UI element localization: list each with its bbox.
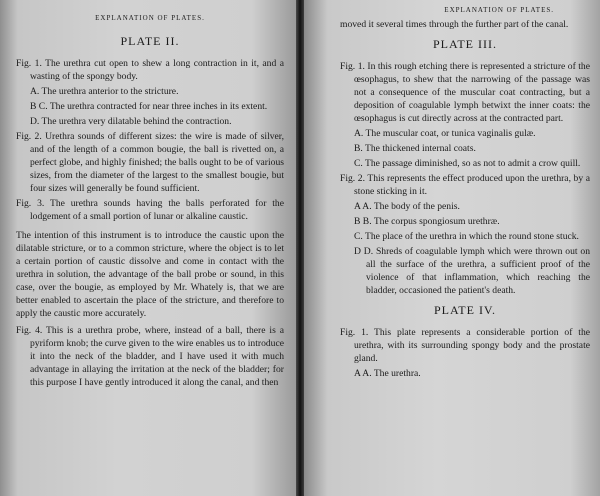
figure-caption: Fig. 2. This represents the effect produced upon the urethra, by a stone sticking in it. <box>340 173 590 197</box>
figure-item: B C. The urethra contracted for near three inches in its extent. <box>30 101 268 112</box>
figure-item: B B. The corpus spongiosum urethræ. <box>354 216 500 227</box>
figure-item: D D. Shreds of coagulable lymph which were thrown out on all the surface of the urethra, a sufficient proof of the violence of that inflammation, which reaching the bladder, occasioned the patient's death. <box>354 246 590 296</box>
figure-item: A. The muscular coat, or tunica vaginalis gulæ. <box>354 128 536 139</box>
running-head: EXPLANATION OF PLATES. <box>95 14 205 22</box>
figure-caption: Fig. 1. The urethra cut open to shew a long contraction in it, and a wasting of the spongy body. <box>16 58 284 82</box>
figure-item: C. The passage diminished, so as not to admit a crow quill. <box>354 158 581 169</box>
plate-title: PLATE III. <box>433 37 497 51</box>
figure-caption: Fig. 1. In this rough etching there is represented a stricture of the œsophagus, to shew that the narrowing of the passage was not a consequence of the muscular coat contracting, but a deposition of coagulable lymph betwixt the inner coats: the œsophagus is cut directly across at the contracted part. <box>340 61 590 124</box>
left-page <box>0 0 296 496</box>
figure-item: C. The place of the urethra in which the round stone stuck. <box>354 231 579 242</box>
continued-text: moved it several times through the further part of the canal. <box>340 19 569 30</box>
figure-caption: Fig. 2. Urethra sounds of different sizes: the wire is made of silver, and of the length of a common bougie, the ball is rivetted on, a perfect globe, and highly finished; the balls ought to be of various sizes, from the diameter of the largest to the smallest bougie, but four sizes will generally be found sufficient. <box>16 131 284 194</box>
figure-item: B. The thickened internal coats. <box>354 143 476 154</box>
figure-item: D. The urethra very dilatable behind the contraction. <box>30 116 232 127</box>
figure-item: A. The urethra anterior to the stricture. <box>30 86 179 97</box>
figure-caption: Fig. 1. This plate represents a considerable portion of the urethra, with its surrounding spongy body and the prostate gland. <box>340 327 590 364</box>
figure-item: A A. The urethra. <box>354 368 421 379</box>
figure-caption: Fig. 3. The urethra sounds having the balls perforated for the lodgement of a small portion of lunar or alkaline caustic. <box>16 198 284 222</box>
book-gutter <box>296 0 304 496</box>
body-paragraph: The intention of this instrument is to introduce the caustic upon the dilatable stricture, or to a common stricture, where the object is to let a certain portion of caustic dissolve and come in contact with the urethra in solution, the advantage of the ball probe or sound, in this case, over the bougie, as employed by Mr. Whately is, that we are better enabled to ascertain the place of the stricture, and therefore to apply the caustic more accurately. <box>16 230 284 319</box>
figure-caption: Fig. 4. This is a urethra probe, where, instead of a ball, there is a pyriform knob; the curve given to the wire enables us to introduce it into the neck of the bladder, and I have used it with much advantage in allaying the irritation at the neck of the bladder; for this purpose I have gently introduced it along the canal, and then <box>16 325 284 388</box>
plate-title: PLATE II. <box>120 34 180 48</box>
running-head: EXPLANATION OF PLATES. <box>444 6 554 14</box>
plate-title: PLATE IV. <box>433 303 497 317</box>
figure-item: A A. The body of the penis. <box>354 201 460 212</box>
right-page <box>304 0 600 496</box>
